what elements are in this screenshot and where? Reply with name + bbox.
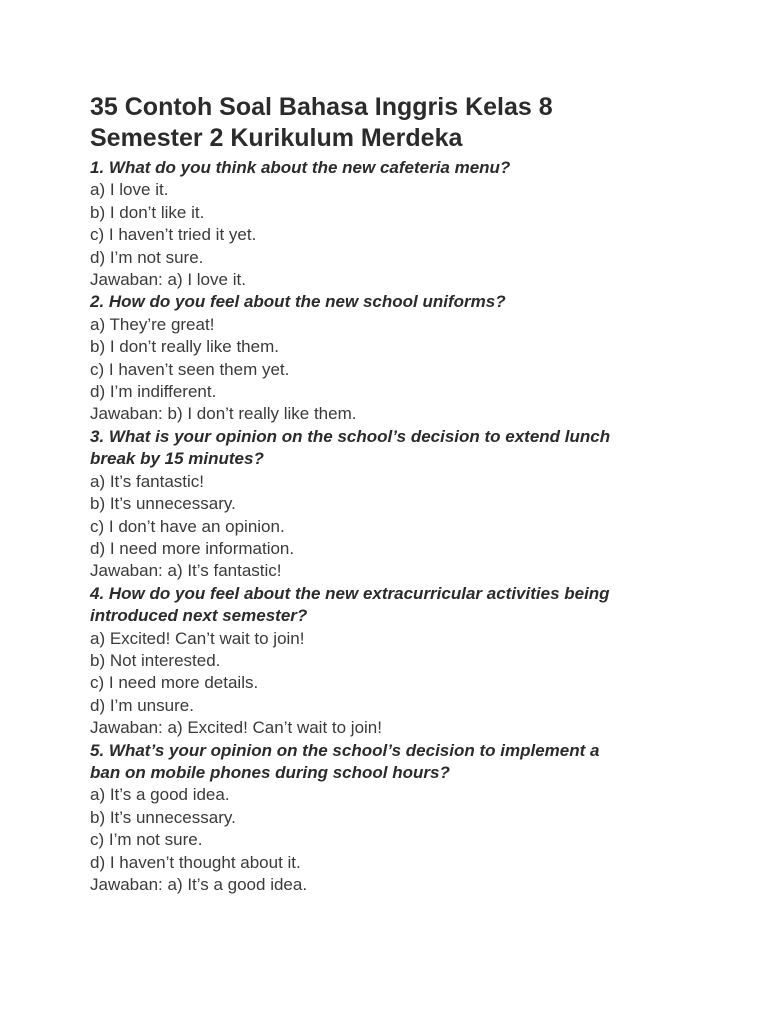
answer-line: Jawaban: a) It’s a good idea. (90, 875, 308, 894)
option-a: a) They’re great! (90, 314, 215, 334)
page-title (90, 92, 690, 154)
question-text-line-1: 4. How do you feel about the new extracurricular activities being (90, 583, 610, 603)
answer-line: Jawaban: a) Excited! Can’t wait to join! (90, 718, 382, 738)
question-text-line-1: 5. What’s your opinion on the school’s decision to implement a (90, 740, 600, 760)
option-c: c) I need more details. (90, 673, 259, 693)
option-c: c) I don’t have an opinion. (90, 516, 285, 536)
option-b: b) It’s unnecessary. (90, 807, 236, 827)
option-c: c) I’m not sure. (90, 830, 203, 850)
question-block (90, 740, 690, 897)
question-block (90, 291, 690, 425)
question-block (90, 157, 690, 291)
document-page (90, 92, 690, 896)
option-d: d) I’m not sure. (90, 247, 204, 267)
option-b: b) Not interested. (90, 650, 221, 670)
question-text-line-2: introduced next semester? (90, 606, 308, 626)
question-block (90, 426, 690, 583)
title-line-2: Semester 2 Kurikulum Merdeka (90, 124, 463, 152)
option-a: a) It’s fantastic! (90, 471, 205, 491)
answer-line: Jawaban: b) I don’t really like them. (90, 404, 357, 424)
question-text: 1. What do you think about the new cafeteria menu? (90, 158, 511, 177)
question-text: 2. How do you feel about the new school uniforms? (90, 292, 506, 312)
option-c: c) I haven’t tried it yet. (90, 225, 257, 245)
option-d: d) I haven’t thought about it. (90, 852, 301, 872)
option-c: c) I haven’t seen them yet. (90, 359, 290, 379)
question-block (90, 583, 690, 740)
title-line-1: 35 Contoh Soal Bahasa Inggris Kelas 8 (90, 93, 553, 121)
option-d: d) I’m unsure. (90, 695, 194, 715)
option-a: a) It’s a good idea. (90, 785, 230, 805)
option-d: d) I’m indifferent. (90, 382, 217, 402)
answer-line: Jawaban: a) I love it. (90, 270, 246, 290)
option-d: d) I need more information. (90, 538, 295, 558)
option-b: b) It’s unnecessary. (90, 494, 236, 514)
option-b: b) I don’t really like them. (90, 337, 279, 357)
question-text-line-2: break by 15 minutes? (90, 449, 264, 469)
option-b: b) I don’t like it. (90, 202, 205, 222)
option-a: a) I love it. (90, 180, 169, 200)
question-text-line-1: 3. What is your opinion on the school’s decision to extend lunch (90, 426, 611, 446)
question-text-line-2: ban on mobile phones during school hours? (90, 762, 450, 782)
option-a: a) Excited! Can’t wait to join! (90, 628, 305, 648)
answer-line: Jawaban: a) It’s fantastic! (90, 561, 282, 581)
